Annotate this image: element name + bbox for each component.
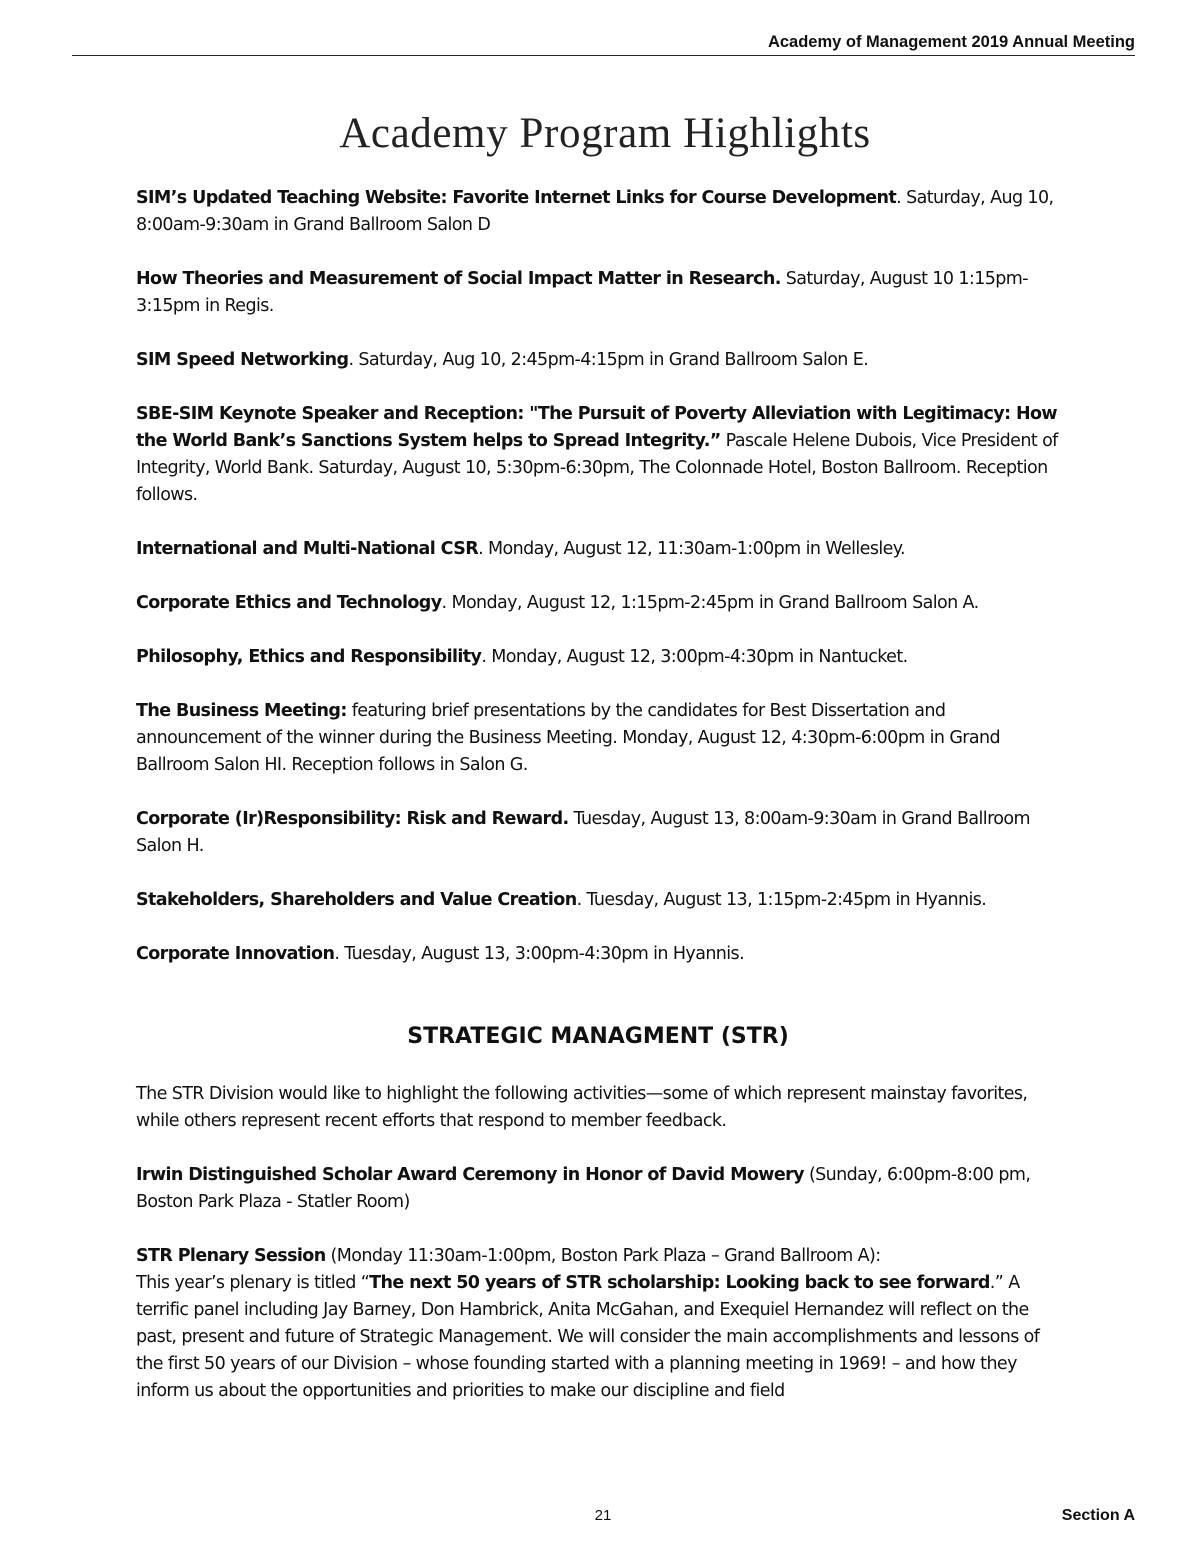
highlight-item (136, 941, 1060, 968)
highlight-title: Corporate Innovation (136, 944, 335, 964)
str-plenary-lead-in: This year’s plenary is titled “ (136, 1273, 370, 1293)
highlight-title: How Theories and Measurement of Social Impact Matter in Research. (136, 269, 781, 289)
highlight-title: SIM’s Updated Teaching Website: Favorite Internet Links for Course Development (136, 188, 897, 208)
highlight-item (136, 644, 1060, 671)
highlight-detail: Saturday, August 10 1:15pm-3:15pm in Regis. (136, 269, 1028, 316)
highlight-item (136, 806, 1060, 860)
highlight-detail: Tuesday, August 13, 8:00am-9:30am in Grand Ballroom Salon H. (136, 809, 1030, 856)
highlight-item (136, 698, 1060, 779)
running-header (72, 32, 1135, 56)
str-plenary-body: .” A terrific panel including Jay Barney, Don Hambrick, Anita McGahan, and Exequiel Hernandez will reflect on the past, present and future of Strategic Management. We will consider the main accomplishments and lessons of the first 50 years of our Division – whose founding started with a planning meeting in 1969! – and how they inform us about the opportunities and priorities to make our discipline and field (136, 1273, 1040, 1401)
str-plenary-session-title: The next 50 years of STR scholarship: Looking back to see forward (369, 1273, 990, 1293)
highlight-item (136, 536, 1060, 563)
highlight-item (136, 887, 1060, 914)
highlight-item (136, 590, 1060, 617)
highlight-title: Corporate (Ir)Responsibility: Risk and Reward. (136, 809, 569, 829)
highlight-detail: . Tuesday, August 13, 3:00pm-4:30pm in Hyannis. (334, 944, 745, 964)
highlight-title: SIM Speed Networking (136, 350, 349, 370)
str-plenary-item (136, 1243, 1060, 1405)
highlight-title: International and Multi-National CSR (136, 539, 479, 559)
highlight-detail: . Saturday, Aug 10, 2:45pm-4:15pm in Grand Ballroom Salon E. (348, 350, 869, 370)
section-label: Section A (1061, 1507, 1135, 1524)
highlight-detail: . Monday, August 12, 3:00pm-4:30pm in Nantucket. (481, 647, 908, 667)
highlight-detail: featuring brief presentations by the candidates for Best Dissertation and announcement of the winner during the Business Meeting. Monday, August 12, 4:30pm-6:00pm in Grand Ballroom Salon HI. Reception follows in Salon G. (136, 701, 1001, 775)
str-irwin-detail: (Sunday, 6:00pm-8:00 pm, Boston Park Plaza - Statler Room) (136, 1165, 1031, 1212)
highlight-detail: . Monday, August 12, 11:30am-1:00pm in Wellesley. (478, 539, 905, 559)
highlight-detail: . Saturday, Aug 10, 8:00am-9:30am in Grand Ballroom Salon D (136, 188, 1054, 235)
highlight-detail: Pascale Helene Dubois, Vice President of Integrity, World Bank. Saturday, August 10, 5:30pm-6:30pm, The Colonnade Hotel, Boston Ballroom. Reception follows. (136, 431, 1058, 505)
page-number: 21 (594, 1507, 612, 1524)
highlight-title: Corporate Ethics and Technology (136, 593, 442, 613)
highlight-item (136, 401, 1060, 509)
str-intro: The STR Division would like to highlight the following activities—some of which represent mainstay favorites, while others represent recent efforts that respond to member feedback. (136, 1084, 1028, 1131)
str-irwin-title: Irwin Distinguished Scholar Award Ceremony in Honor of David Mowery (136, 1165, 804, 1185)
str-plenary-detail: (Monday 11:30am-1:00pm, Boston Park Plaza – Grand Ballroom A): (325, 1246, 881, 1266)
highlight-item (136, 266, 1060, 320)
section-heading-str: STRATEGIC MANAGMENT (STR) (407, 1024, 789, 1049)
page-title: Academy Program Highlights (339, 110, 871, 157)
highlight-detail: . Tuesday, August 13, 1:15pm-2:45pm in Hyannis. (576, 890, 987, 910)
highlight-title: SBE-SIM Keynote Speaker and Reception: "The Pursuit of Poverty Alleviation with Legitimacy: How the World Bank’s Sanctions System helps to Spread Integrity.” (136, 404, 1058, 451)
main-content (136, 185, 1060, 1432)
highlight-detail: . Monday, August 12, 1:15pm-2:45pm in Grand Ballroom Salon A. (441, 593, 979, 613)
highlight-title: Stakeholders, Shareholders and Value Creation (136, 890, 577, 910)
running-header-title: Academy of Management 2019 Annual Meeting (767, 33, 1135, 51)
highlight-item (136, 347, 1060, 374)
highlight-title: The Business Meeting: (136, 701, 347, 721)
highlight-title: Philosophy, Ethics and Responsibility (136, 647, 482, 667)
highlight-item (136, 185, 1060, 239)
str-irwin-item (136, 1162, 1060, 1216)
str-plenary-title: STR Plenary Session (136, 1246, 326, 1266)
